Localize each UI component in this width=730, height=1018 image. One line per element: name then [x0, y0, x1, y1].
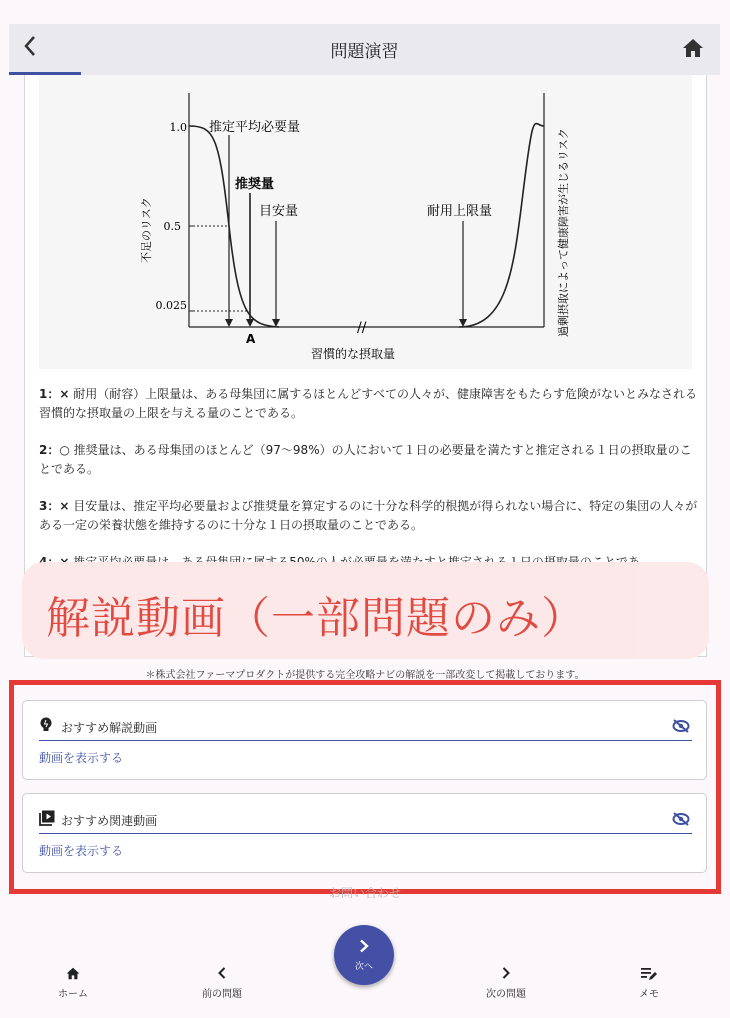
explanation-text: 耐用（耐容）上限量は、ある母集団に属するほとんどすべての人々が、健康障害をもたらす危険がないとみなされる習慣的な摂取量の上限を与える量のことである。 — [39, 387, 697, 420]
explanation-mark: 3：× — [39, 499, 70, 513]
tick-label-1-0: 1.0 — [169, 121, 187, 134]
explanation-mark: 2：○ — [39, 443, 70, 457]
explanation-item-2 — [39, 441, 699, 479]
ear-label: 推定平均必要量 — [209, 120, 301, 135]
home-button[interactable] — [682, 38, 704, 62]
chevron-right-icon — [334, 938, 394, 957]
card-header[interactable] — [39, 717, 692, 741]
ai-label: 目安量 — [259, 204, 299, 219]
explanation-mark: 1：× — [39, 387, 70, 401]
eye-off-icon[interactable] — [672, 811, 690, 830]
eye-off-icon[interactable] — [672, 718, 690, 737]
home-icon — [38, 967, 108, 983]
recommended-related-video-card — [22, 793, 707, 873]
card-title: おすすめ関連動画 — [61, 814, 158, 828]
source-note: ＊株式会社ファーマプロダクトが提供する完全攻略ナビの解説を一部改変して掲載しております。 — [145, 670, 585, 681]
explanation-text: 目安量は、推定平均必要量および推奨量を算定するのに十分な科学的根拠が得られない場合に、特定の集団の人々がある一定の栄養状態を維持するのに十分な１日の摂取量のことである。 — [39, 499, 698, 532]
chevron-right-icon — [471, 967, 541, 983]
axis-break-mark: // — [357, 320, 367, 336]
card-title: おすすめ解説動画 — [61, 721, 158, 735]
home-icon — [682, 38, 704, 58]
video-library-icon — [39, 810, 55, 830]
show-video-link[interactable]: 動画を表示する — [39, 751, 124, 765]
tick-label-0-025: 0.025 — [155, 299, 187, 312]
nav-prev-question[interactable] — [187, 967, 257, 1000]
nav-home-label: ホーム — [58, 989, 88, 1000]
nav-next-question[interactable] — [471, 967, 541, 1000]
explanation-item-1 — [39, 385, 699, 423]
nav-memo-label: メモ — [639, 989, 659, 1000]
chevron-left-icon — [187, 967, 257, 983]
tick-label-0-5: 0.5 — [163, 220, 181, 233]
card-header[interactable] — [39, 810, 692, 834]
explanation-item-3 — [39, 497, 699, 535]
next-fab-button[interactable] — [334, 925, 394, 985]
edit-note-icon — [614, 967, 684, 983]
video-banner — [22, 562, 709, 659]
y-axis-label: 不足のリスク — [140, 197, 153, 263]
contact-link[interactable]: お問い合わせ — [328, 886, 401, 900]
point-a-label: A — [246, 332, 256, 346]
nutrient-risk-figure — [39, 75, 692, 369]
next-fab-label: 次へ — [354, 962, 373, 972]
page-title: 問題演習 — [330, 42, 399, 62]
banner-text: 解説動画（一部問題のみ） — [46, 593, 586, 644]
nav-home[interactable] — [38, 967, 108, 1000]
rda-label: 推奨量 — [235, 177, 275, 192]
explanation-text: 推奨量は、ある母集団のほとんど（97〜98%）の人において１日の必要量を満たすと推定される１日の摂取量のことである。 — [39, 443, 692, 476]
right-axis-label: 過剰摂取によって健康障害が生じるリスク — [557, 128, 570, 337]
x-axis-label: 習慣的な摂取量 — [311, 347, 396, 361]
nav-memo[interactable] — [614, 967, 684, 1000]
risk-curve-diagram — [39, 75, 692, 369]
nav-prev-label: 前の問題 — [202, 989, 242, 1000]
show-video-link[interactable]: 動画を表示する — [39, 844, 124, 858]
app-header — [9, 24, 720, 75]
nav-next-label: 次の問題 — [486, 989, 526, 1000]
lightbulb-icon — [39, 717, 53, 737]
recommended-explanation-video-card — [22, 700, 707, 780]
ul-label: 耐用上限量 — [427, 204, 493, 219]
